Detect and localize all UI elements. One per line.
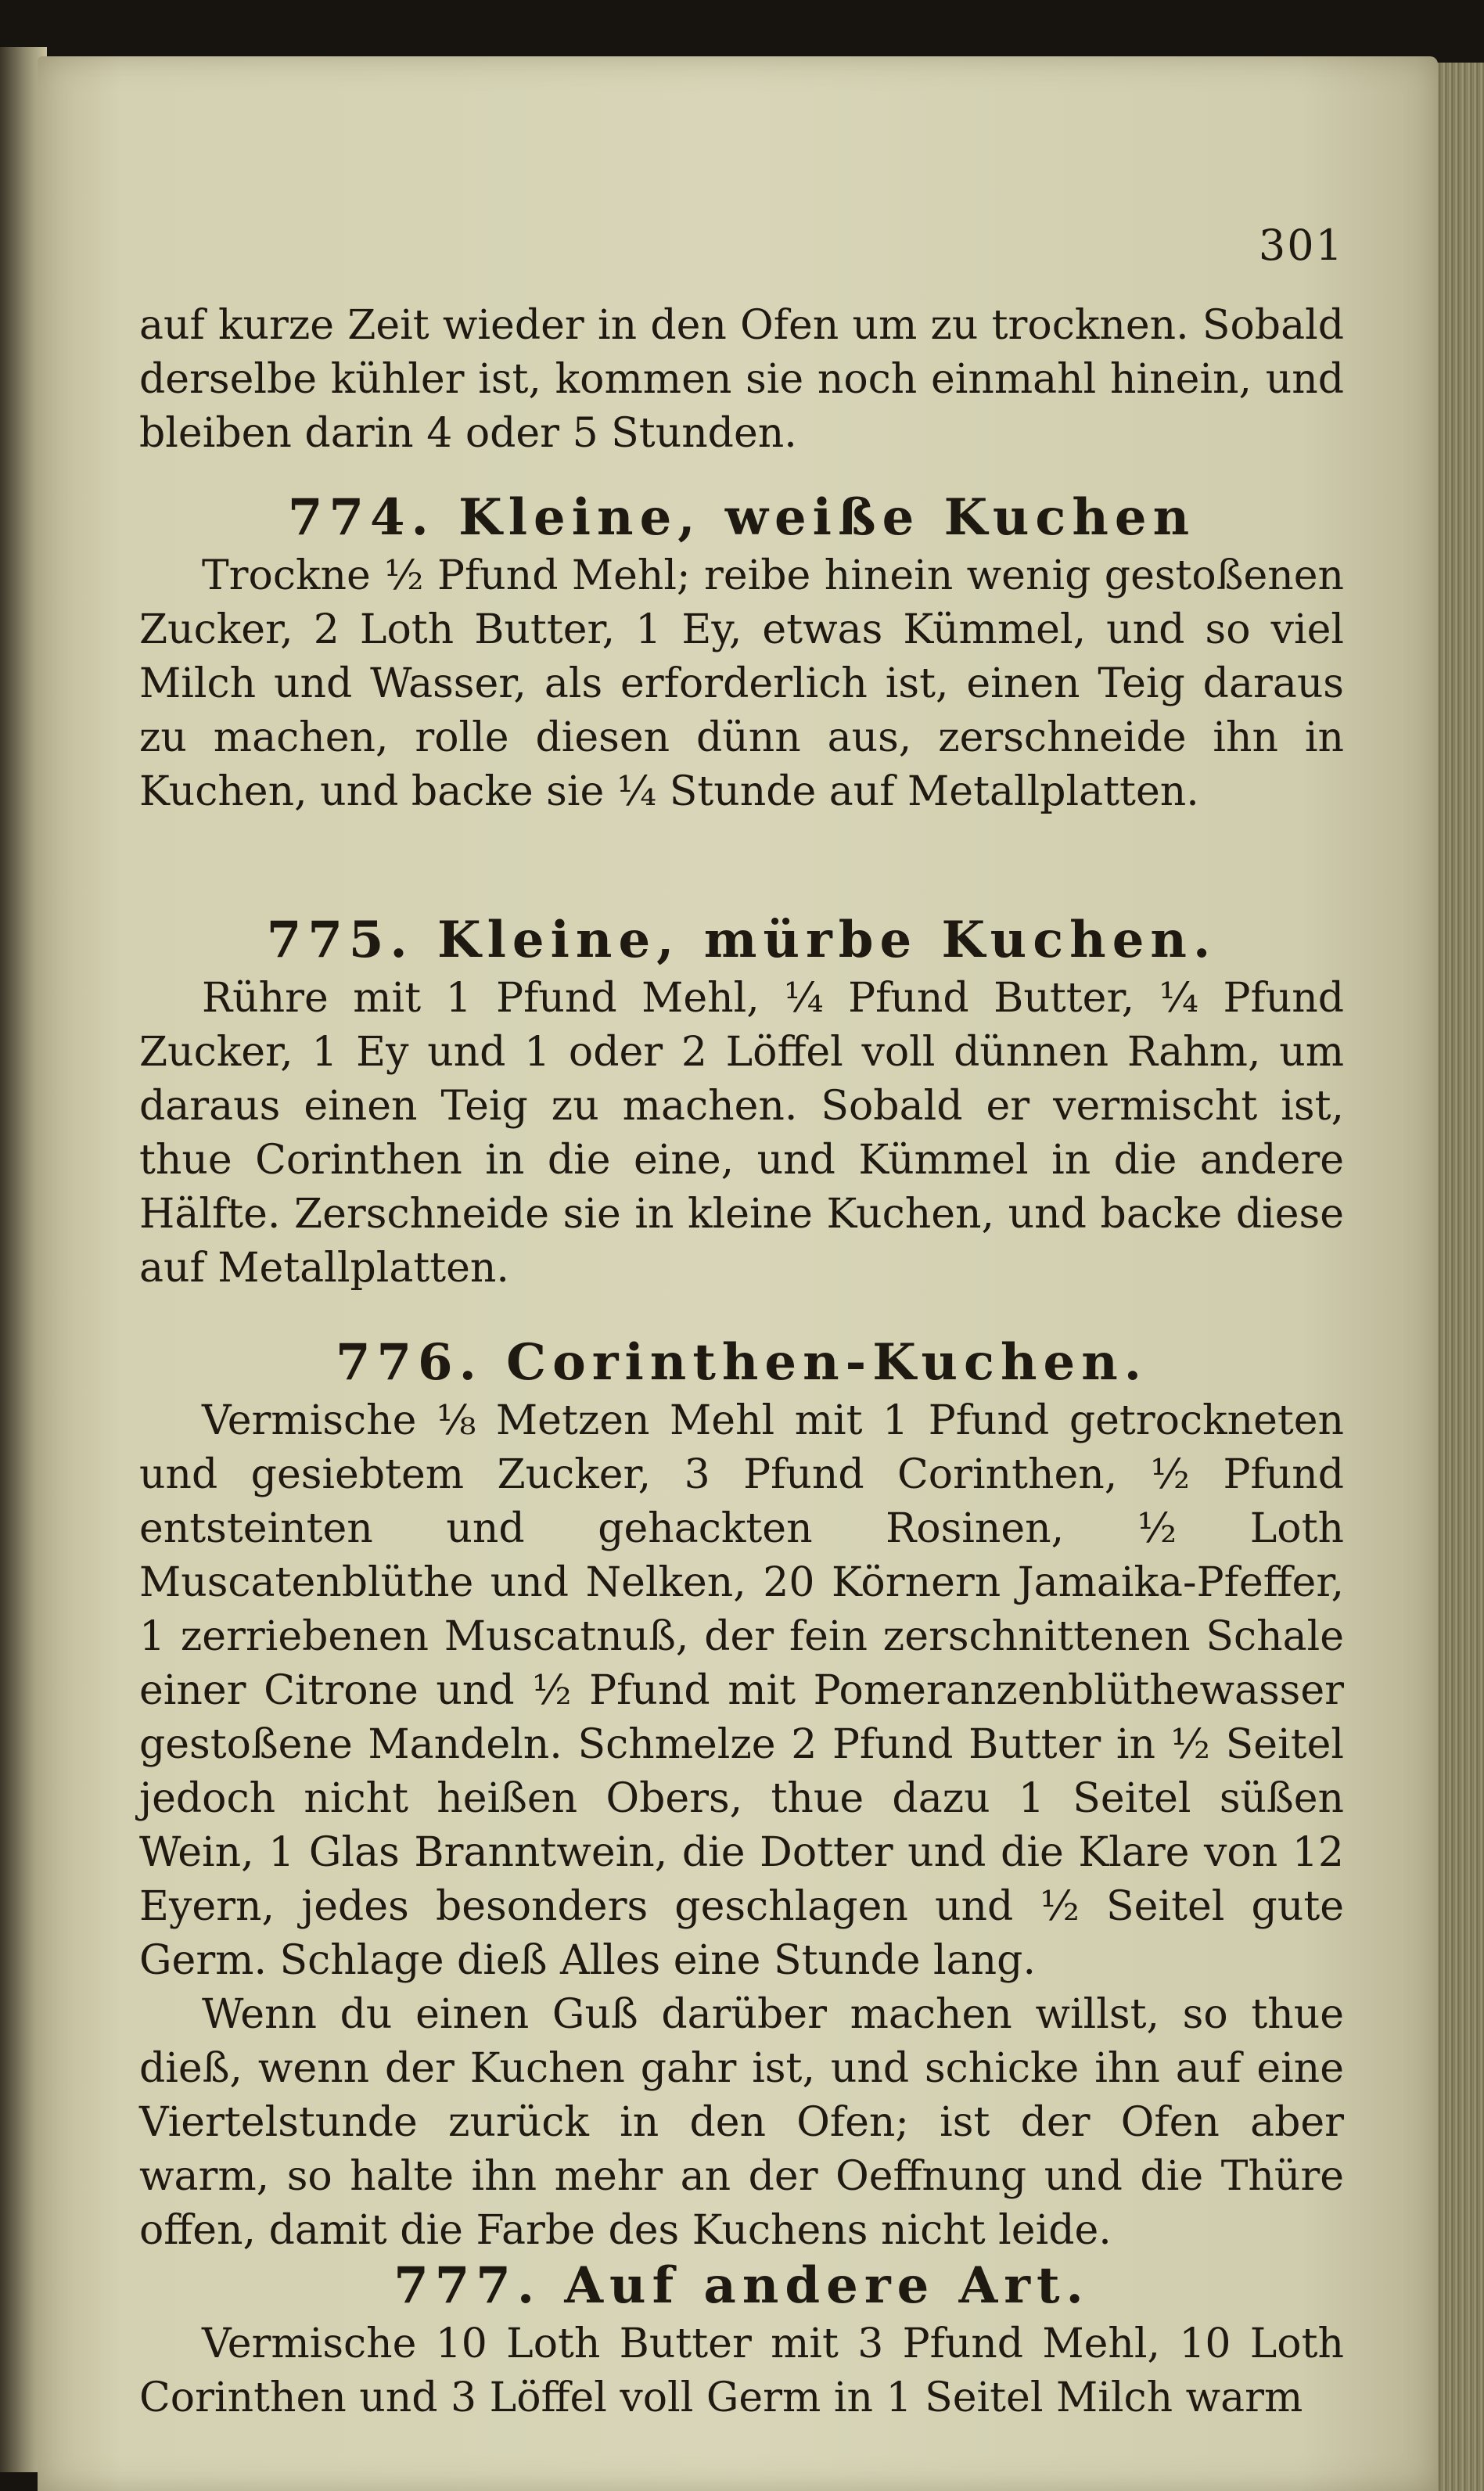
- recipe-776: [139, 1332, 1344, 2258]
- paragraph: auf kurze Zeit wieder in den Ofen um zu trocknen. Sobald derselbe kühler ist, kommen sie noch einmahl hinein, und bleiben darin 4 oder 5 Stunden.: [139, 302, 1344, 457]
- recipe-774: [139, 487, 1344, 819]
- recipe-heading: 775. Kleine, mürbe Kuchen.: [266, 911, 1217, 969]
- book-page: [38, 56, 1438, 2491]
- paragraph-continuation: [139, 299, 1344, 461]
- paragraph: Trockne ½ Pfund Mehl; reibe hinein wenig gestoßenen Zucker, 2 Loth Butter, 1 Ey, etwas Kümmel, und so viel Milch und Wasser, als erforderlich ist, einen Teig daraus zu machen, rolle diesen dünn aus, zerschneide ihn in Kuchen, und backe sie ¼ Stunde auf Metallplatten.: [139, 552, 1344, 815]
- paragraph: Wenn du einen Guß darüber machen willst, so thue dieß, wenn der Kuchen gahr ist, und schicke ihn auf eine Viertelstunde zurück in den Ofen; ist der Ofen aber warm, so halte ihn mehr an der Oeffnung und die Thüre offen, damit die Farbe des Kuchens nicht leide.: [139, 1991, 1344, 2254]
- page-stack-edge: [1435, 63, 1484, 2491]
- recipe-heading: 777. Auf andere Art.: [393, 2256, 1090, 2315]
- recipe-heading: 776. Corinthen-Kuchen.: [335, 1333, 1148, 1392]
- recipe-heading: 774. Kleine, weiße Kuchen: [287, 488, 1196, 547]
- paragraph: Vermische 10 Loth Butter mit 3 Pfund Mehl, 10 Loth Corinthen und 3 Löffel voll Germ in 1 Seitel Milch warm: [139, 2320, 1344, 2421]
- page-number: 301: [1258, 221, 1344, 270]
- paragraph: Vermische ⅛ Metzen Mehl mit 1 Pfund getrockneten und gesiebtem Zucker, 3 Pfund Corinthen, ½ Pfund entsteinten und gehackten Rosinen, ½ Loth Muscatenblüthe und Nelken, 20 Körnern Jamaika-Pfeffer, 1 zerriebenen Muscatnuß, der fein zerschnittenen Schale einer Citrone und ½ Pfund mit Pomeranzenblüthewasser gestoßene Mandeln. Schmelze 2 Pfund Butter in ½ Seitel jedoch nicht heißen Obers, thue dazu 1 Seitel süßen Wein, 1 Glas Branntwein, die Dotter und die Klare von 12 Eyern, jedes besonders geschlagen und ½ Seitel gute Germ. Schlage dieß Alles eine Stunde lang.: [139, 1397, 1344, 1984]
- recipe-777: [139, 2255, 1344, 2425]
- recipe-775: [139, 909, 1344, 1296]
- paragraph: Rühre mit 1 Pfund Mehl, ¼ Pfund Butter, ¼ Pfund Zucker, 1 Ey und 1 oder 2 Löffel voll dünnen Rahm, um daraus einen Teig zu machen. Sobald er vermischt ist, thue Corinthen in die eine, und Kümmel in die andere Hälfte. Zerschneide sie in kleine Kuchen, und backe diese auf Metallplatten.: [139, 975, 1344, 1292]
